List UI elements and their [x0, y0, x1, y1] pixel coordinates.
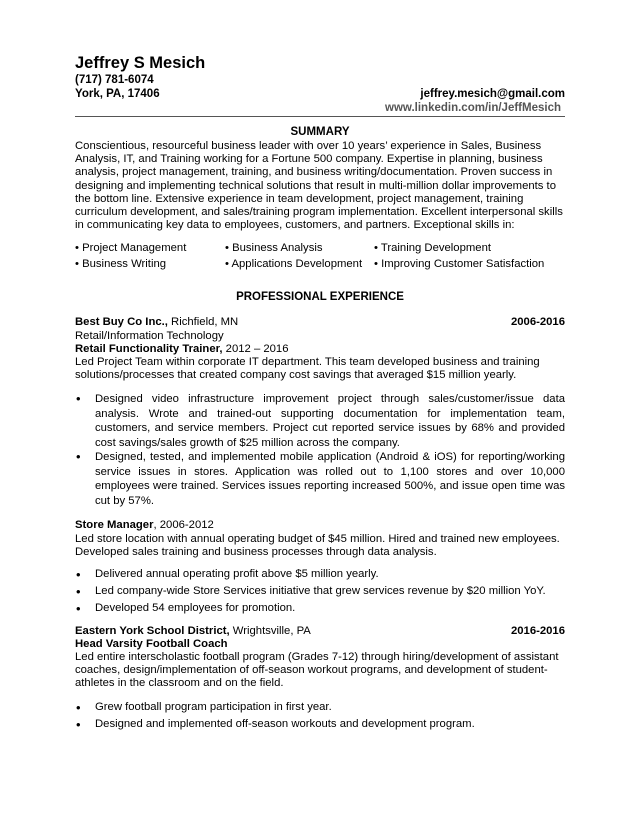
- list-item: • Delivered annual operating profit above $5 million yearly.: [75, 568, 565, 581]
- candidate-name: Jeffrey S Mesich: [75, 54, 206, 72]
- job-dates: 2006-2016: [510, 316, 565, 329]
- job-dates: 2016-2016: [510, 624, 565, 637]
- job-description: Led store location with annual operating budget of $45 million. Hired and trained new employees. Developed sales training and business processes through data analysis.: [75, 532, 560, 558]
- phone-number: (717) 781-6074: [75, 74, 154, 86]
- summary-text: Conscientious, resourceful business leader with over 10 years’ experience in Sales, Business Analysis, IT, and Training working for a Fortune 500 company. Expertise in planning, business analysis, project management, training, and business writing/documentation. Proven success in designing and implementing technical solutions that result in multi-million dollar improvements to the bottom line. Extensive experience in team development, project management, training curriculum development, and sales/training program implementation. Excellent interpersonal skills in communicating key data to employees, customers, and partners. Exceptional skills in:: [75, 140, 563, 232]
- email-link[interactable]: jeffrey.mesich@gmail.com: [420, 88, 565, 100]
- list-item: • Developed 54 employees for promotion.: [75, 602, 565, 615]
- role-title: Store Manager: [75, 519, 154, 532]
- skill-item: • Business Analysis: [225, 242, 323, 255]
- list-item: • Designed and implemented off-season workouts and development program.: [75, 718, 565, 731]
- summary-heading: SUMMARY: [290, 126, 350, 138]
- resume-page: [75, 54, 565, 735]
- experience-heading: PROFESSIONAL EXPERIENCE: [236, 291, 404, 304]
- linkedin-link[interactable]: www.linkedin.com/in/JeffMesich: [385, 102, 561, 114]
- header-divider: [75, 116, 565, 117]
- location-email-row: [75, 87, 565, 101]
- company-name: Best Buy Co Inc.,: [75, 316, 168, 329]
- job-description: Led Project Team within corporate IT department. This team developed business and training solutions/processes that created company cost savings that averaged $15 million yearly.: [75, 356, 540, 382]
- company-location: Wrightsville, PA: [229, 624, 311, 637]
- company-name: Eastern York School District,: [75, 624, 230, 637]
- department: Retail/Information Technology: [75, 329, 224, 342]
- job-description: Led entire interscholastic football program (Grades 7-12) through hiring/development of assistant coaches, design/implementation of off-season workout programs, and development of student-athletes in the classroom and on the field.: [75, 651, 559, 690]
- location: York, PA, 17406: [75, 88, 160, 100]
- skills-grid: [75, 240, 565, 272]
- role-dates: 2012 – 2016: [222, 342, 289, 355]
- job-bullets: [75, 392, 565, 508]
- company-location: Richfield, MN: [167, 316, 239, 329]
- job-role: [75, 519, 565, 532]
- list-item: • Designed video infrastructure improvement project through sales/customer/issue data analysis. Wrote and trained-out supporting documentation for implementation team, customers, and service members. Project cut reported service issues by 68% and provided cost savings/sales growth of $25 million across the company.: [75, 392, 565, 450]
- skill-item: • Applications Development: [225, 258, 363, 271]
- list-item: • Led company-wide Store Services initiative that grew services revenue by $20 million YoY.: [75, 585, 565, 598]
- role-title: Head Varsity Football Coach: [75, 637, 228, 650]
- skill-item: • Project Management: [75, 242, 187, 255]
- job-bullets: [75, 701, 565, 731]
- job-employer: [75, 316, 238, 329]
- job-employer: [75, 625, 311, 638]
- skill-item: • Business Writing: [75, 258, 167, 271]
- list-item: • Designed, tested, and implemented mobile application (Android & iOS) for reporting/working service issues in stores. Application was rolled out to 1,100 stores and over 10,000 employees were trained. Services issues reporting increased 500%, and issue open time was cut by 57%.: [75, 450, 565, 508]
- job-header: [75, 625, 565, 638]
- role-title: Retail Functionality Trainer,: [75, 342, 223, 355]
- job-bullets: [75, 568, 565, 616]
- job-role: [75, 343, 565, 356]
- job-header: [75, 316, 565, 329]
- role-dates: , 2006-2012: [153, 519, 214, 532]
- list-item: • Grew football program participation in first year.: [75, 701, 565, 714]
- skill-item: • Improving Customer Satisfaction: [374, 258, 545, 271]
- skill-item: • Training Development: [374, 242, 491, 255]
